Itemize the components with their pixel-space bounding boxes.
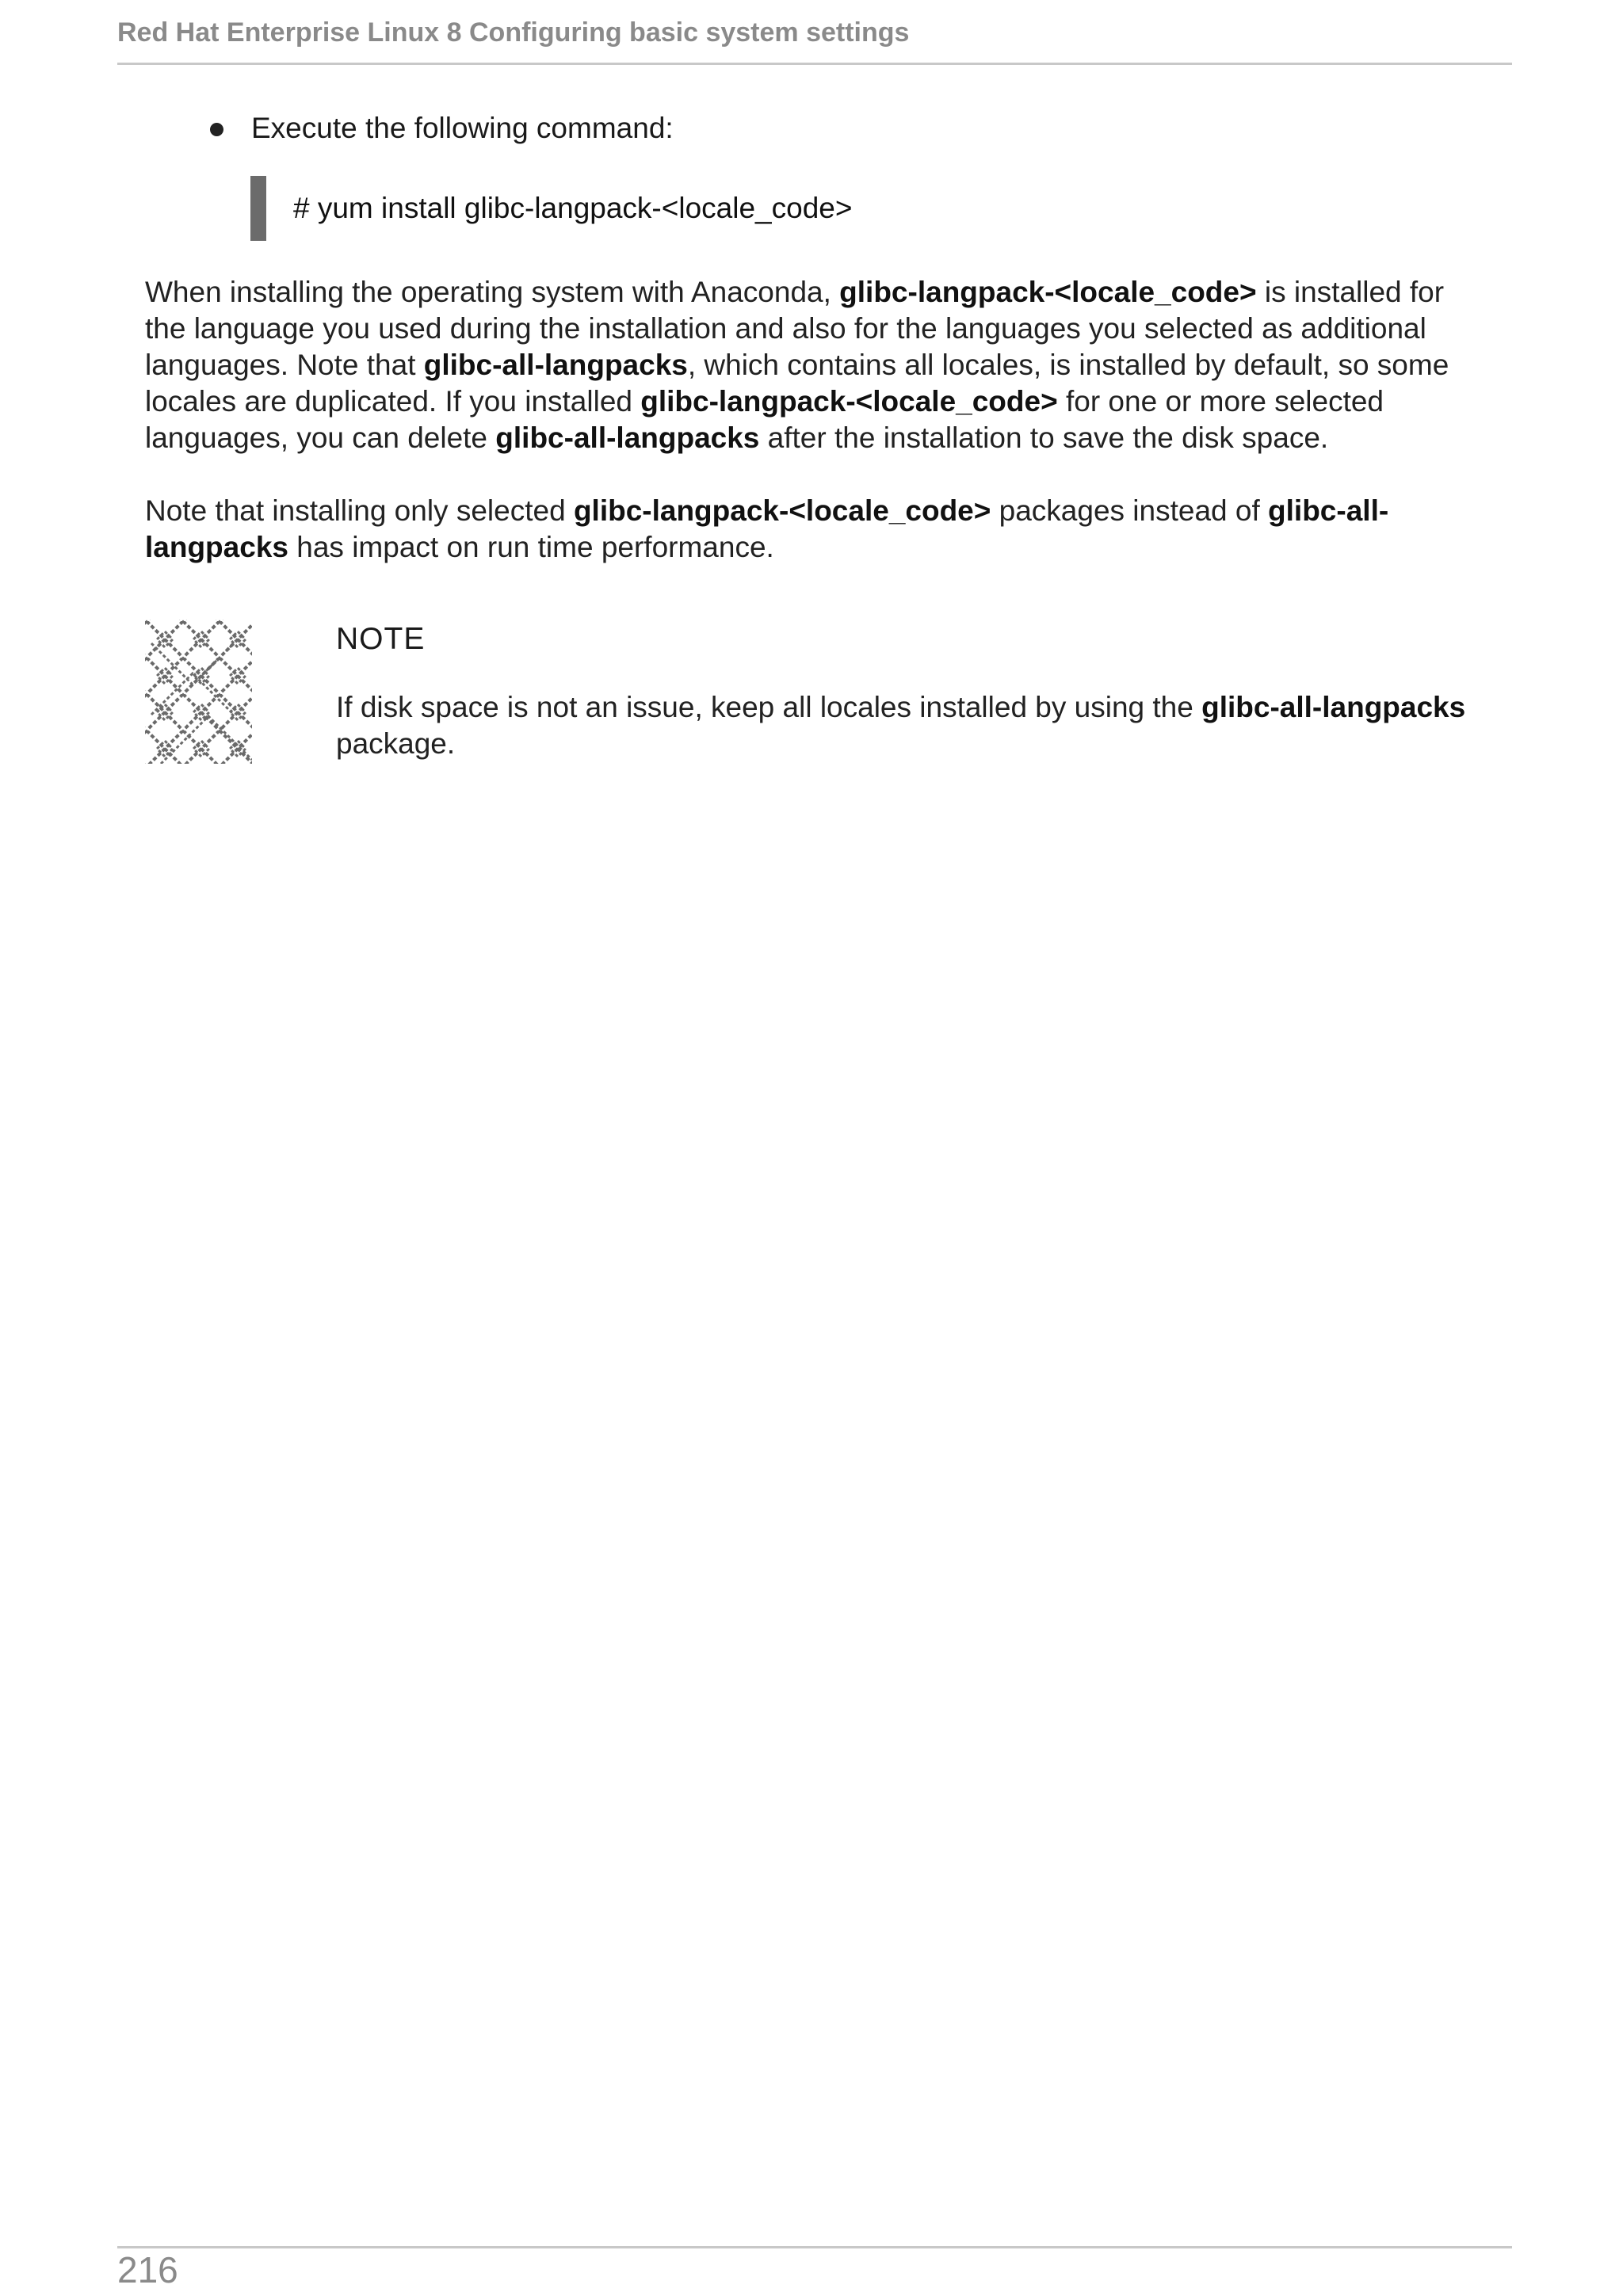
command-block [250, 176, 1487, 241]
paragraph-text: packages instead of [991, 494, 1269, 527]
paragraph-text: Note that installing only selected [145, 494, 574, 527]
code-block-bar [250, 176, 266, 241]
performance-paragraph [145, 493, 1492, 566]
page-header [117, 14, 1512, 65]
header-title: Red Hat Enterprise Linux 8 Configuring basic system settings [117, 17, 910, 48]
paragraph-text: after the installation to save the disk space. [759, 421, 1329, 454]
paragraph-text: , which contains all locales, is installed by default, so some locales are duplicated. If you installed [145, 349, 1449, 418]
paragraph-text: is installed for the language you used during the installation and also for the languages you selected as additional languages. Note that [145, 276, 1445, 381]
note-pattern-icon [145, 620, 252, 764]
note-heading: NOTE [336, 622, 426, 656]
package-name: glibc-langpack-<locale_code> [640, 385, 1058, 418]
paragraph-text: for one or more selected languages, you can delete [145, 385, 1384, 454]
paragraph-text: When installing the operating system with Anaconda, [145, 276, 840, 308]
bullet-icon [210, 123, 223, 136]
page-number: 216 [117, 2249, 178, 2290]
package-name: glibc-all-langpacks [495, 421, 760, 454]
note-body [336, 689, 1493, 762]
package-name: glibc-all-langpacks [423, 349, 688, 381]
step-list-item [208, 109, 1476, 149]
package-name: glibc-langpack-<locale_code> [573, 494, 991, 527]
package-name: glibc-all-langpacks [145, 494, 1389, 563]
package-name: glibc-all-langpacks [1201, 691, 1466, 723]
anaconda-paragraph [145, 274, 1492, 456]
note-text: package. [336, 727, 456, 760]
paragraph-text: has impact on run time performance. [288, 531, 774, 563]
note-text: If disk space is not an issue, keep all locales installed by using the [336, 691, 1202, 723]
footer-divider [117, 2246, 1512, 2248]
package-name: glibc-langpack-<locale_code> [839, 276, 1257, 308]
command-text: # yum install glibc-langpack-<locale_code> [293, 192, 853, 224]
step-text: Execute the following command: [251, 112, 674, 144]
